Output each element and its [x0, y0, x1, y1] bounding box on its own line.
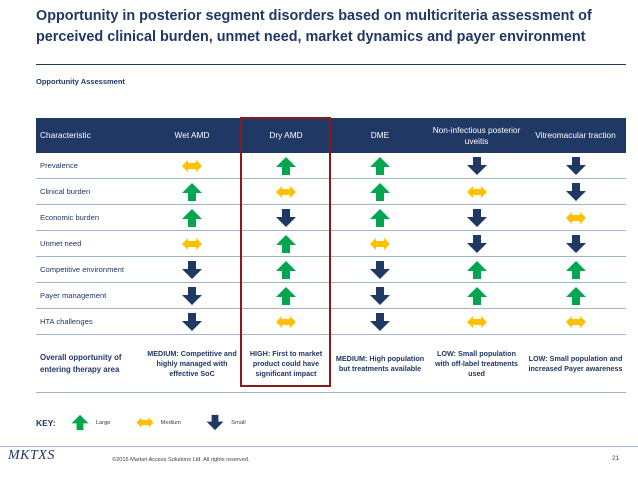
rating-cell [332, 153, 428, 179]
rating-cell [332, 205, 428, 231]
small-arrow-down-icon [180, 291, 204, 300]
small-arrow-down-icon [368, 265, 392, 274]
rating-cell [240, 309, 332, 335]
small-arrow-down-icon [180, 265, 204, 274]
small-arrow-down-icon [564, 239, 588, 248]
table-row [36, 257, 626, 283]
page-number: 21 [612, 455, 620, 462]
small-arrow-down-icon [180, 317, 204, 326]
header-dry-amd: Dry AMD [240, 118, 332, 153]
rating-cell [525, 179, 626, 205]
overall-dry-amd: HIGH: First to market product could have significant impact [240, 335, 332, 393]
small-arrow-down-icon [465, 239, 489, 248]
overall-vmt: LOW: Small population and increased Payer awareness [525, 335, 626, 393]
large-arrow-up-icon [368, 161, 392, 170]
rating-cell [240, 257, 332, 283]
rating-cell [144, 179, 240, 205]
large-arrow-up-icon [274, 265, 298, 274]
rating-cell [428, 257, 525, 283]
legend-key [36, 413, 270, 433]
row-label: Payer management [36, 283, 144, 309]
row-label: Clinical burden [36, 179, 144, 205]
small-arrow-down-icon [564, 187, 588, 196]
large-arrow-up-icon [368, 187, 392, 196]
large-arrow-up-icon [564, 291, 588, 300]
medium-double-arrow-icon [180, 161, 204, 170]
overall-wet-amd: MEDIUM: Competitive and highly managed with effective SoC [144, 335, 240, 393]
table-row [36, 231, 626, 257]
rating-cell [332, 257, 428, 283]
header-dme: DME [332, 118, 428, 153]
rating-cell [144, 205, 240, 231]
rating-cell [240, 179, 332, 205]
rating-cell [525, 153, 626, 179]
rating-cell [332, 309, 428, 335]
small-arrow-down-icon [368, 291, 392, 300]
page-title-line-1: Opportunity in posterior segment disorders based on multicriteria assessment of [36, 8, 592, 24]
medium-double-arrow-icon [180, 239, 204, 248]
rating-cell [428, 179, 525, 205]
page-title [36, 6, 626, 48]
overall-opportunity-row [36, 335, 626, 393]
medium-double-arrow-icon [465, 317, 489, 326]
rating-cell [332, 179, 428, 205]
title-divider [36, 64, 626, 65]
overall-dme: MEDIUM: High population but treatments available [332, 335, 428, 393]
large-arrow-up-icon [465, 291, 489, 300]
row-label: Competitive environment [36, 257, 144, 283]
medium-double-arrow-icon [368, 239, 392, 248]
header-uveitis: Non-infectious posterior uveitis [428, 118, 525, 153]
header-characteristic: Characteristic [36, 118, 144, 153]
rating-cell [144, 231, 240, 257]
medium-double-arrow-icon [274, 317, 298, 326]
medium-double-arrow-icon [465, 187, 489, 196]
key-text-small: Small [231, 420, 246, 426]
large-arrow-up-icon [465, 265, 489, 274]
medium-double-arrow-icon [564, 213, 588, 222]
table-row [36, 205, 626, 231]
small-arrow-down-icon [564, 161, 588, 170]
key-item-small [205, 414, 260, 432]
large-arrow-up-icon [274, 161, 298, 170]
rating-cell [428, 283, 525, 309]
rating-cell [428, 309, 525, 335]
key-item-large [70, 414, 125, 432]
medium-double-arrow-icon [274, 187, 298, 196]
large-arrow-up-icon [274, 291, 298, 300]
large-arrow-up-icon [368, 213, 392, 222]
rating-cell [240, 205, 332, 231]
rating-cell [240, 153, 332, 179]
table-header-row [36, 118, 626, 153]
small-arrow-down-icon [368, 317, 392, 326]
key-label: KEY: [36, 418, 56, 428]
table-row [36, 179, 626, 205]
key-text-large: Large [95, 420, 111, 426]
assessment-table [36, 118, 626, 393]
rating-cell [144, 153, 240, 179]
medium-double-arrow-icon [564, 317, 588, 326]
key-text-medium: Medium [160, 420, 182, 426]
footer-divider [0, 446, 638, 447]
rating-cell [525, 257, 626, 283]
large-arrow-up-icon [180, 187, 204, 196]
large-arrow-up-icon [180, 213, 204, 222]
rating-cell [525, 309, 626, 335]
row-label: Unmet need [36, 231, 144, 257]
page-title-line-2: perceived clinical burden, unmet need, market dynamics and payer environment [36, 29, 586, 45]
rating-cell [240, 231, 332, 257]
large-arrow-up-icon [274, 239, 298, 248]
row-label: HTA challenges [36, 309, 144, 335]
rating-cell [525, 205, 626, 231]
table-row [36, 309, 626, 335]
small-arrow-down-icon [465, 161, 489, 170]
large-arrow-up-icon [564, 265, 588, 274]
rating-cell [332, 283, 428, 309]
rating-cell [144, 283, 240, 309]
table-row [36, 153, 626, 179]
rating-cell [428, 153, 525, 179]
rating-cell [525, 231, 626, 257]
rating-cell [525, 283, 626, 309]
section-subtitle: Opportunity Assessment [36, 77, 125, 86]
copyright-text: ©2015 Market Access Solutions Ltd. All rights reserved. [112, 457, 250, 463]
header-wet-amd: Wet AMD [144, 118, 240, 153]
small-arrow-down-icon [205, 414, 225, 432]
rating-cell [240, 283, 332, 309]
rating-cell [428, 231, 525, 257]
key-item-medium [135, 414, 196, 432]
rating-cell [144, 257, 240, 283]
overall-label: Overall opportunity of entering therapy area [36, 335, 144, 393]
medium-double-arrow-icon [135, 414, 155, 432]
header-vmt: Vitreomacular traction [525, 118, 626, 153]
small-arrow-down-icon [274, 213, 298, 222]
overall-uveitis: LOW: Small population with off-label treatments used [428, 335, 525, 393]
large-arrow-up-icon [70, 414, 90, 432]
row-label: Economic burden [36, 205, 144, 231]
rating-cell [428, 205, 525, 231]
small-arrow-down-icon [465, 213, 489, 222]
company-logo: MKTXS [8, 448, 55, 463]
rating-cell [144, 309, 240, 335]
row-label: Prevalence [36, 153, 144, 179]
rating-cell [332, 231, 428, 257]
table-row [36, 283, 626, 309]
